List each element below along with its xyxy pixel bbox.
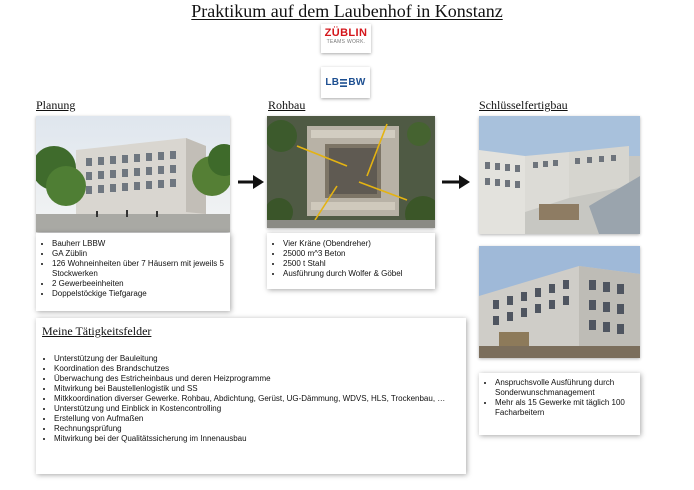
planung-bullet-list bbox=[40, 239, 226, 299]
list-item: • GA Züblin bbox=[52, 249, 226, 259]
lbbw-logo bbox=[321, 67, 370, 98]
list-item: • 126 Wohneinheiten über 7 Häusern mit jeweils 5 Stockwerken bbox=[52, 259, 226, 279]
planung-info-box bbox=[36, 233, 230, 311]
heading-rohbau: Rohbau bbox=[268, 98, 306, 112]
lbbw-logo-right: BW bbox=[348, 77, 366, 88]
list-item: • Koordination des Brandschutzes bbox=[54, 364, 462, 374]
list-item: • Ausführung durch Wolfer & Göbel bbox=[283, 269, 431, 279]
list-item: • Mitwirkung bei Baustellenlogistik und SS bbox=[54, 384, 462, 394]
list-item: • Unterstützung und Einblick in Kostencontrolling bbox=[54, 404, 462, 414]
taetigkeitsfelder-box bbox=[36, 318, 466, 474]
list-item: • Unterstützung der Bauleitung bbox=[54, 354, 462, 364]
schluesselfertigbau-info-box bbox=[479, 373, 640, 435]
rohbau-info-box bbox=[267, 233, 435, 289]
zublin-logo bbox=[321, 24, 371, 53]
list-item: • Mehr als 15 Gewerke mit täglich 100 Facharbeitern bbox=[495, 398, 636, 418]
list-item: • Überwachung des Estricheinbaus und deren Heizprogramme bbox=[54, 374, 462, 384]
heading-schluesselfertigbau: Schlüsselfertigbau bbox=[479, 98, 568, 112]
list-item: • Rechnungsprüfung bbox=[54, 424, 462, 434]
planung-rendering-image bbox=[36, 116, 230, 232]
list-item: • 2 Gewerbeeinheiten bbox=[52, 279, 226, 289]
list-item: • Mitwirkung bei der Qualitätssicherung im Innenausbau bbox=[54, 434, 462, 444]
list-item: • 25000 m^3 Beton bbox=[283, 249, 431, 259]
schluesselfertigbau-courtyard-image bbox=[479, 116, 640, 234]
taetigkeitsfelder-heading: Meine Tätigkeitsfelder bbox=[42, 324, 152, 338]
list-item: • Anspruchsvolle Ausführung durch Sonderwunschmanagement bbox=[495, 378, 636, 398]
zublin-logo-tagline: TEAMS WORK. bbox=[326, 39, 366, 45]
list-item: • Doppelstöckige Tiefgarage bbox=[52, 289, 226, 299]
rohbau-bullet-list bbox=[271, 239, 431, 279]
page-title: Praktikum auf dem Laubenhof in Konstanz bbox=[191, 1, 503, 21]
list-item: • Erstellung von Aufmaßen bbox=[54, 414, 462, 424]
arrow-right-icon bbox=[442, 175, 470, 189]
zublin-logo-name: ZÜBLIN bbox=[324, 27, 368, 39]
list-item: • Vier Kräne (Obendreher) bbox=[283, 239, 431, 249]
heading-planung: Planung bbox=[36, 98, 76, 112]
schluesselfertigbau-bullet-list bbox=[483, 378, 636, 418]
list-item: • Mitkkoordination diverser Gewerke. Rohbau, Abdichtung, Gerüst, UG-Dämmung, WDVS, HLS, Trockenbau, … bbox=[54, 394, 462, 404]
rohbau-aerial-image bbox=[267, 116, 435, 228]
schluesselfertigbau-facade-image bbox=[479, 246, 640, 358]
list-item: • 2500 t Stahl bbox=[283, 259, 431, 269]
lbbw-logo-left: LB bbox=[325, 77, 340, 88]
lbbw-logo-bars-icon bbox=[339, 79, 348, 87]
list-item: • Bauherr LBBW bbox=[52, 239, 226, 249]
taetigkeitsfelder-bullet-list bbox=[42, 354, 462, 444]
arrow-right-icon bbox=[238, 175, 264, 189]
